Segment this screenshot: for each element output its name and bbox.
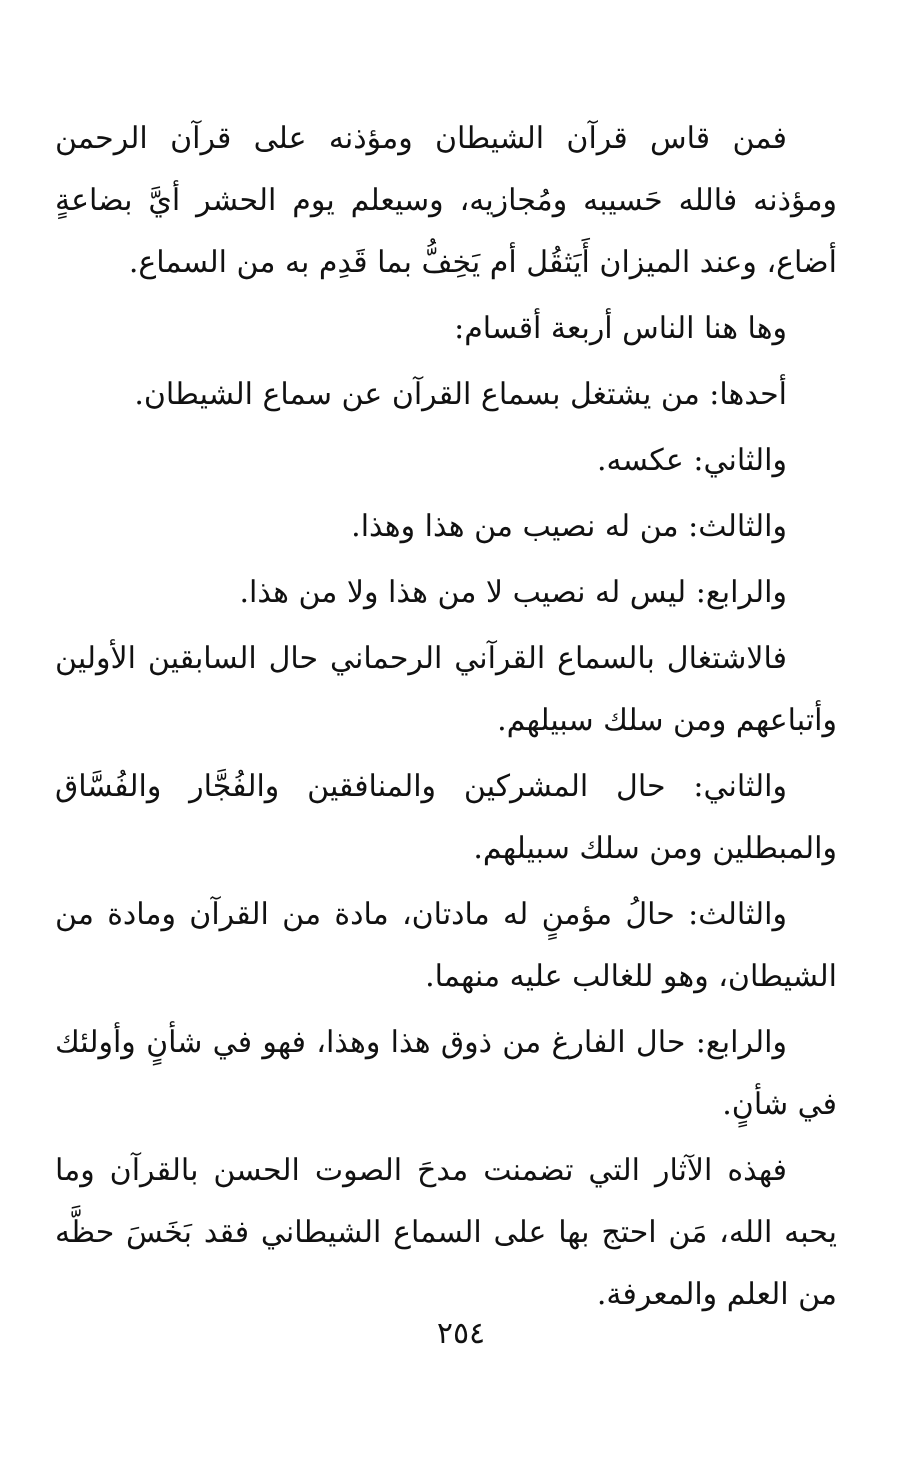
paragraph-first-explained: فالاشتغال بالسماع القرآني الرحماني حال السابقين الأولين وأتباعهم ومن سلك سبيلهم. (55, 641, 837, 738)
paragraph-conclusion: فهذه الآثار التي تضمنت مدحَ الصوت الحسن بالقرآن وما يحبه الله، مَن احتج بها على السماع الشيطاني فقد بَخَسَ حظَّه من العلم والمعرفة. (55, 1153, 837, 1312)
paragraph-third-explained: والثالث: حالُ مؤمنٍ له مادتان، مادة من القرآن ومادة من الشيطان، وهو للغالب عليه منهما. (55, 897, 837, 994)
paragraph-first-category: أحدها: من يشتغل بسماع القرآن عن سماع الشيطان. (134, 377, 787, 412)
paragraph-four-categories: وها هنا الناس أربعة أقسام: (454, 311, 787, 346)
paragraph-second-category: والثاني: عكسه. (596, 443, 787, 478)
paragraph-fourth-explained: والرابع: حال الفارغ من ذوق هذا وهذا، فهو في شأنٍ وأولئك في شأنٍ. (55, 1025, 837, 1122)
page-number: ٢٥٤ (436, 1316, 486, 1351)
paragraph-intro: فمن قاس قرآن الشيطان ومؤذنه على قرآن الرحمن ومؤذنه فالله حَسيبه ومُجازيه، وسيعلم يوم الحشر أيَّ بضاعةٍ أضاع، وعند الميزان أَيَثقُل أم يَخِفُّ بما قَدِم به من السماع. (55, 121, 837, 280)
paragraph-third-category: والثالث: من له نصيب من هذا وهذا. (351, 509, 787, 544)
paragraph-fourth-category: والرابع: ليس له نصيب لا من هذا ولا من هذا. (239, 575, 787, 610)
page-body (55, 108, 837, 1330)
paragraph-second-explained: والثاني: حال المشركين والمنافقين والفُجَّار والفُسَّاق والمبطلين ومن سلك سبيلهم. (55, 769, 837, 866)
